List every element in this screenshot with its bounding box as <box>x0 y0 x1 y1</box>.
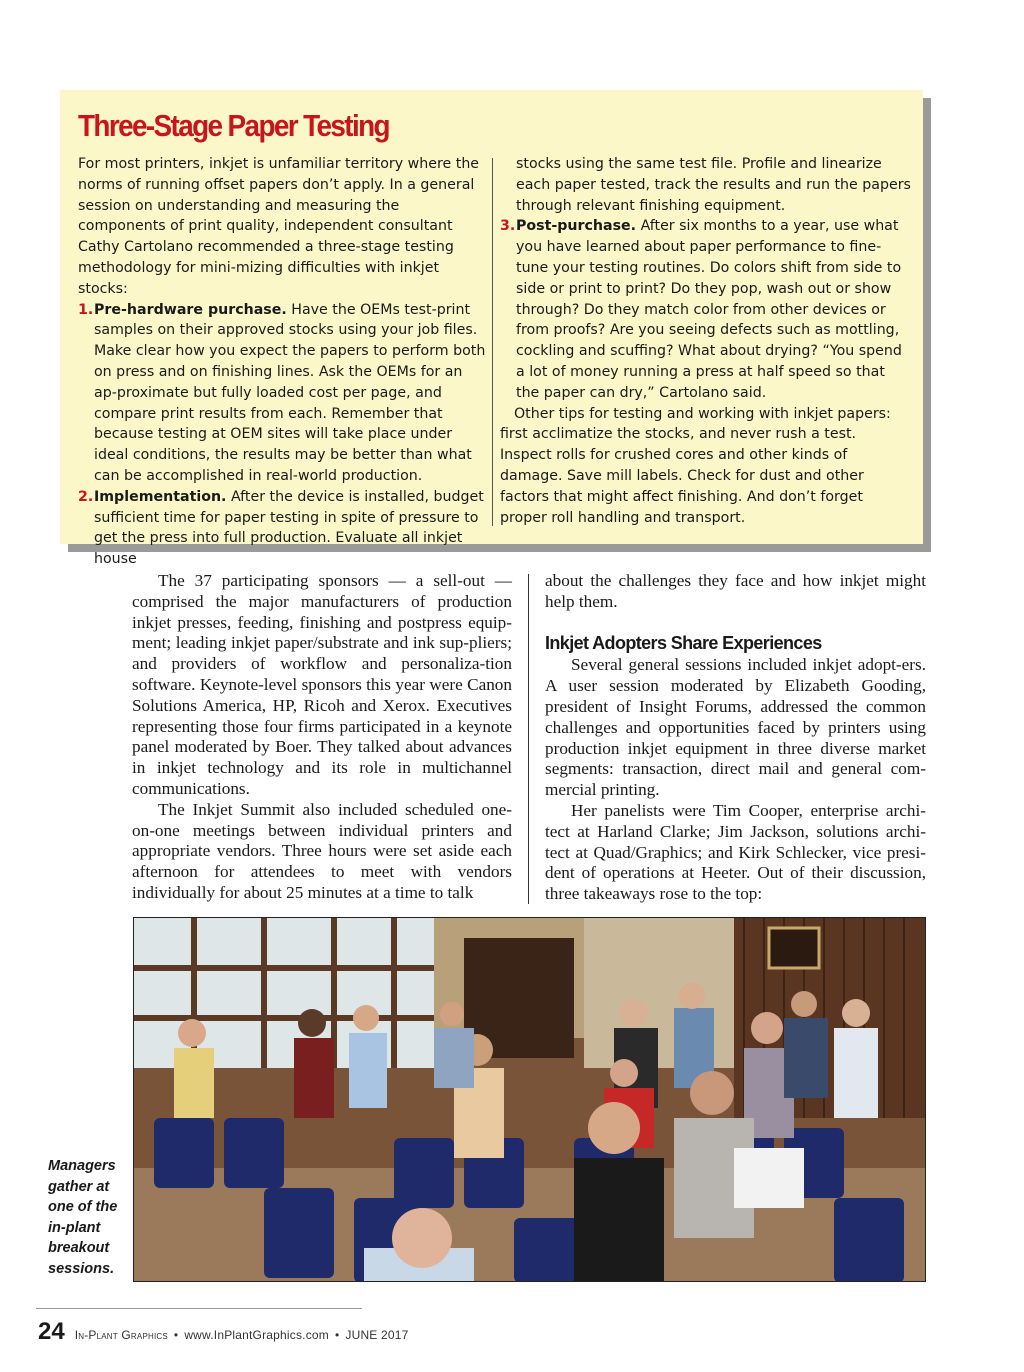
article-paragraph: The 37 participating sponsors — a sell-out — comprised the major manufacturers of production inkjet presses, feeding, finishing and postpress equip-ment; leading inkjet paper/substrate and ink sup-pliers; and providers of workflow and personaliza-tion software. Keynote-level sponsors this year were Canon Solutions America, HP, Ricoh and Xerox. Executives representing those four firms participated in a keynote panel moderated by Boer. They talked about advances in inkjet technology and its role in multichannel communications. <box>132 571 512 798</box>
photo-caption: Managers gather at one of the in-plant breakout sessions. <box>48 1158 118 1277</box>
sidebar-box <box>60 90 923 568</box>
step-text: Have the OEMs test-print samples on their approved stocks using your job files. Make clear how you expect the papers to perform both on press and on finishing lines. Ask the OEMs for an ap-proximate but fully loaded cost per page, and compare print results from each. Remember that because testing at OEM sites will take place under ideal conditions, the results may be better than what can be accomplished in real-world production. <box>94 301 486 484</box>
step-number: 2. <box>78 488 94 505</box>
sidebar-column-divider <box>492 158 493 526</box>
photo-image <box>133 917 926 1282</box>
page-number: 24 <box>38 1318 65 1345</box>
photo-illustration <box>134 918 926 1282</box>
article-paragraph: Several general sessions included inkjet adopt-ers. A user session moderated by Elizabeth Gooding, president of Insight Forums, addressed the common challenges and opportunities faced by printers using production inkjet equipment in three diverse market segments: transaction, direct mail and general com-mercial printing. <box>545 655 926 800</box>
step-text: After the device is installed, budget sufficient time for paper testing in spite of pressure to get the press into full production. Evaluate all inkjet house <box>94 488 484 568</box>
sidebar-step-2 <box>78 487 488 570</box>
step-heading: Pre-hardware purchase. <box>94 301 287 318</box>
article-paragraph-continuation: about the challenges they face and how inkjet might help them. <box>545 571 926 611</box>
article-subhead: Inkjet Adopters Share Experiences <box>545 632 822 653</box>
step-heading: Post-purchase. <box>516 218 637 235</box>
article-paragraph: The Inkjet Summit also included scheduled one-on-one meetings between individual printers and appropriate vendors. Three hours were set aside each afternoon for attendees to meet with vendors individually for about 25 minutes at a time to talk <box>132 799 512 902</box>
article-column-right <box>545 571 926 905</box>
sidebar-column-left <box>78 154 488 570</box>
sidebar-title: Three-Stage Paper Testing <box>78 108 389 143</box>
publication-name: In-Plant Graphics <box>74 1328 168 1342</box>
article-column-left <box>132 571 512 904</box>
sidebar-closing: Other tips for testing and working with inkjet papers: first acclimatize the stocks, and never rush a test. Inspect rolls for crushed cores and other kinds of damage. Save mill labels. Check for dust and other factors that might affect finishing. And don’t forget proper roll handling and transport. <box>500 405 891 526</box>
page-footer <box>38 1318 409 1348</box>
sidebar-step-1 <box>78 300 488 487</box>
sidebar-step-3 <box>500 216 912 403</box>
publication-website[interactable]: www.InPlantGraphics.com <box>184 1328 329 1342</box>
step-text: After six months to a year, use what you have learned about paper performance to fine-tune your testing routines. Do colors shift from side to side or print to print? Do they pop, wash out or show through? Do they match color from other devices or from proofs? Are you seeing defects such as mottling, cockling and scuffing? What about drying? “You spend a lot of money running a press at half speed so that the paper can dry,” Cartolano said. <box>516 218 902 401</box>
footer-bullet: • <box>334 1328 340 1342</box>
article-column-divider <box>528 574 529 904</box>
sidebar-column-right <box>500 154 912 528</box>
issue-date: JUNE 2017 <box>345 1328 409 1342</box>
step-number: 1. <box>78 301 94 318</box>
step-number: 3. <box>500 218 516 235</box>
footer-bullet: • <box>173 1328 179 1342</box>
sidebar-step-2-continued <box>500 154 912 216</box>
step-heading: Implementation. <box>94 488 227 505</box>
article-paragraph: Her panelists were Tim Cooper, enterprise archi-tect at Harland Clarke; Jim Jackson, solutions archi-tect at Quad/Graphics; and Kirk Schlecker, vice presi-dent of operations at Heeter. Out of their discussion, three takeaways rose to the top: <box>545 800 926 904</box>
step-text: stocks using the same test file. Profile and linearize each paper tested, track the results and run the papers through relevant finishing equipment. <box>516 156 911 214</box>
sidebar-intro: For most printers, inkjet is unfamiliar territory where the norms of running offset papers don’t apply. In a general session on understanding and measuring the components of print quality, independent consultant Cathy Cartolano recommended a three-stage testing methodology for mini-mizing difficulties with inkjet stocks: <box>78 156 480 297</box>
footer-rule <box>36 1308 362 1309</box>
